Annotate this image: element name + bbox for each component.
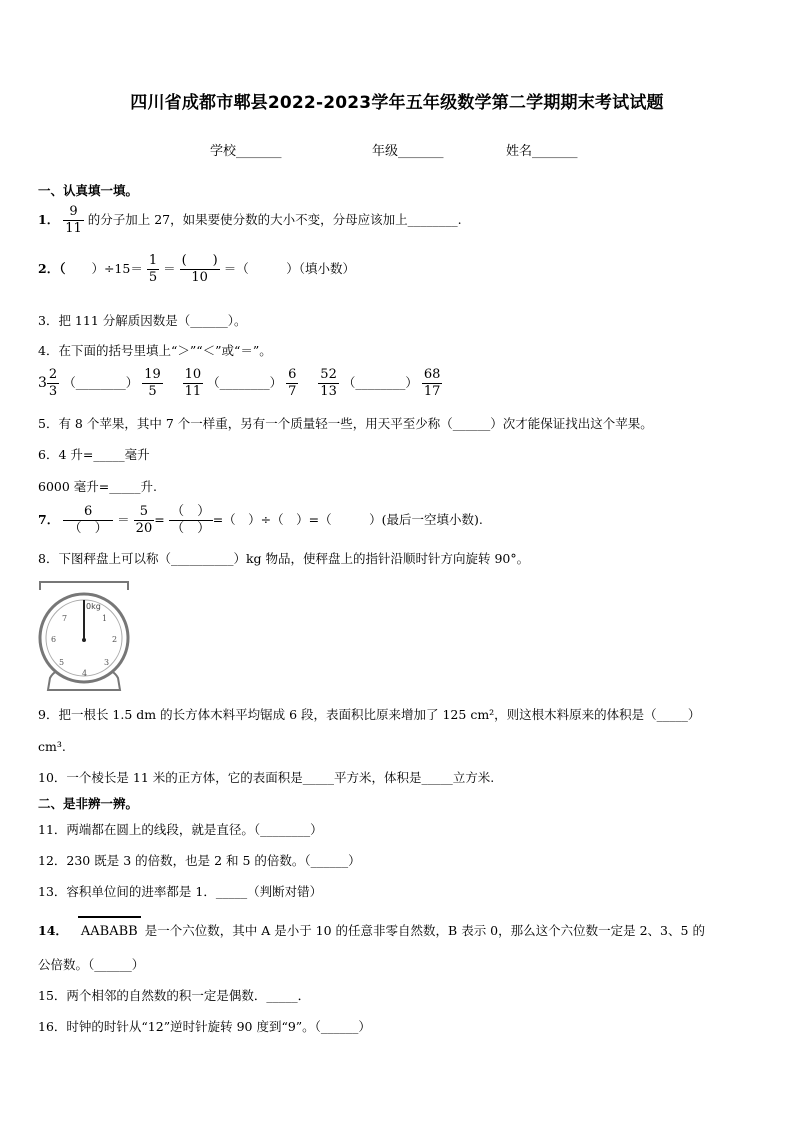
question-3: 3．把 111 分解质因数是（______）。 bbox=[38, 313, 247, 328]
question-6b: 6000 毫升=_____升. bbox=[38, 479, 157, 494]
q4-frac-a: $\frac{2}{3}$ bbox=[48, 367, 58, 399]
question-12: 12．230 既是 3 的倍数，也是 2 和 5 的倍数。（______） bbox=[38, 853, 361, 868]
section-true-false: 二、是非辨一辨。 bbox=[38, 796, 139, 811]
q4-frac-f: $\frac{68}{17}$ bbox=[423, 367, 441, 399]
section-fill-in: 一、认真填一填。 bbox=[38, 183, 139, 198]
svg-text:3: 3 bbox=[104, 658, 110, 667]
question-7: 7． $\frac{6}{( )}$ ＝ $\frac{5}{20}$ = $\frac{( )}{( )}$ =（ ）÷（ ）=（ ）(最后一空填小数). bbox=[38, 504, 483, 536]
question-5: 5．有 8 个苹果，其中 7 个一样重，另有一个质量轻一些，用天平至少称（______）次才能保证找出这个苹果。 bbox=[38, 416, 653, 431]
question-8: 8．下图秤盘上可以称（__________）kg 物品，使秤盘上的指针沿顺时针方向旋转 90°。 bbox=[38, 551, 530, 566]
svg-text:5: 5 bbox=[59, 658, 65, 667]
svg-text:6: 6 bbox=[51, 635, 57, 644]
question-9: 9．把一根长 1.5 dm 的长方体木料平均锯成 6 段，表面积比原来增加了 125 cm²，则这根木料原来的体积是（_____） bbox=[38, 707, 701, 722]
question-14-cont: 公倍数。（______） bbox=[38, 957, 145, 972]
question-16: 16．时钟的时针从“12”逆时针旋转 90 度到“9”。（______） bbox=[38, 1019, 371, 1034]
q1-fraction: $\frac{9}{11}$ bbox=[65, 204, 82, 236]
q4-frac-b: $\frac{19}{5}$ bbox=[144, 367, 161, 399]
grade-field: 年级_______ bbox=[372, 144, 444, 159]
question-14: 14． AABABB 是一个六位数，其中 A 是小于 10 的任意非零自然数，B 表示 0，那么这个六位数一定是 2、3、5 的 bbox=[38, 916, 705, 940]
q4-frac-d: $\frac{6}{7}$ bbox=[288, 367, 297, 399]
q2-fraction-b: $\frac{( )}{10}$ bbox=[181, 253, 218, 285]
school-field: 学校_______ bbox=[210, 144, 282, 159]
q4-frac-c: $\frac{10}{11}$ bbox=[184, 367, 202, 399]
q1-text: 的分子加上 27，如果要使分数的大小不变，分母应该加上________. bbox=[87, 212, 462, 227]
question-13: 13．容积单位间的进率都是 1．_____（判断对错） bbox=[38, 884, 323, 899]
question-9-unit: cm³. bbox=[38, 739, 66, 754]
question-15: 15．两个相邻的自然数的积一定是偶数．_____． bbox=[38, 988, 311, 1003]
q1-number: 1． bbox=[38, 212, 60, 227]
svg-text:7: 7 bbox=[62, 614, 68, 623]
scale-diagram bbox=[36, 578, 132, 694]
q4-frac-e: $\frac{52}{13}$ bbox=[320, 367, 337, 399]
question-10: 10．一个棱长是 11 米的正方体，它的表面积是_____平方米，体积是_____立方米. bbox=[38, 770, 495, 785]
scale-zero-label: 0kg bbox=[86, 602, 101, 611]
q14-number-overline: AABABB bbox=[78, 916, 141, 940]
q7-fraction-c: $\frac{( )}{( )}$ bbox=[169, 504, 213, 537]
scale-pan-icon bbox=[40, 582, 128, 590]
svg-text:1: 1 bbox=[102, 614, 108, 623]
question-2: 2．（ ）÷15＝ $\frac{1}{5}$ ＝ $\frac{( )}{10}$ ＝（ ）（填小数） bbox=[38, 253, 355, 285]
question-1 bbox=[38, 204, 462, 237]
q7-fraction-b: $\frac{5}{20}$ bbox=[135, 504, 153, 536]
question-4: 4．在下面的括号里填上“＞”“＜”或“＝”。 bbox=[38, 343, 272, 358]
name-field: 姓名_______ bbox=[506, 144, 578, 159]
svg-text:2: 2 bbox=[112, 635, 118, 644]
page-title: 四川省成都市郫县2022-2023学年五年级数学第二学期期末考试试题 bbox=[130, 93, 664, 113]
question-6a: 6．4 升=_____毫升 bbox=[38, 447, 150, 462]
question-11: 11．两端都在圆上的线段，就是直径。（________） bbox=[38, 822, 323, 837]
svg-text:4: 4 bbox=[82, 669, 88, 678]
question-4-row: 3 $\frac{2}{3}$ （________） $\frac{19}{5}$ $\frac{10}{11}$ （________） $\frac{6}{7}$ $\frac{52}{13}$ （________） $\frac{68}{17}$ bbox=[38, 367, 441, 399]
q2-fraction-a: $\frac{1}{5}$ bbox=[148, 253, 158, 285]
q7-fraction-a: $\frac{6}{( )}$ bbox=[63, 504, 113, 537]
